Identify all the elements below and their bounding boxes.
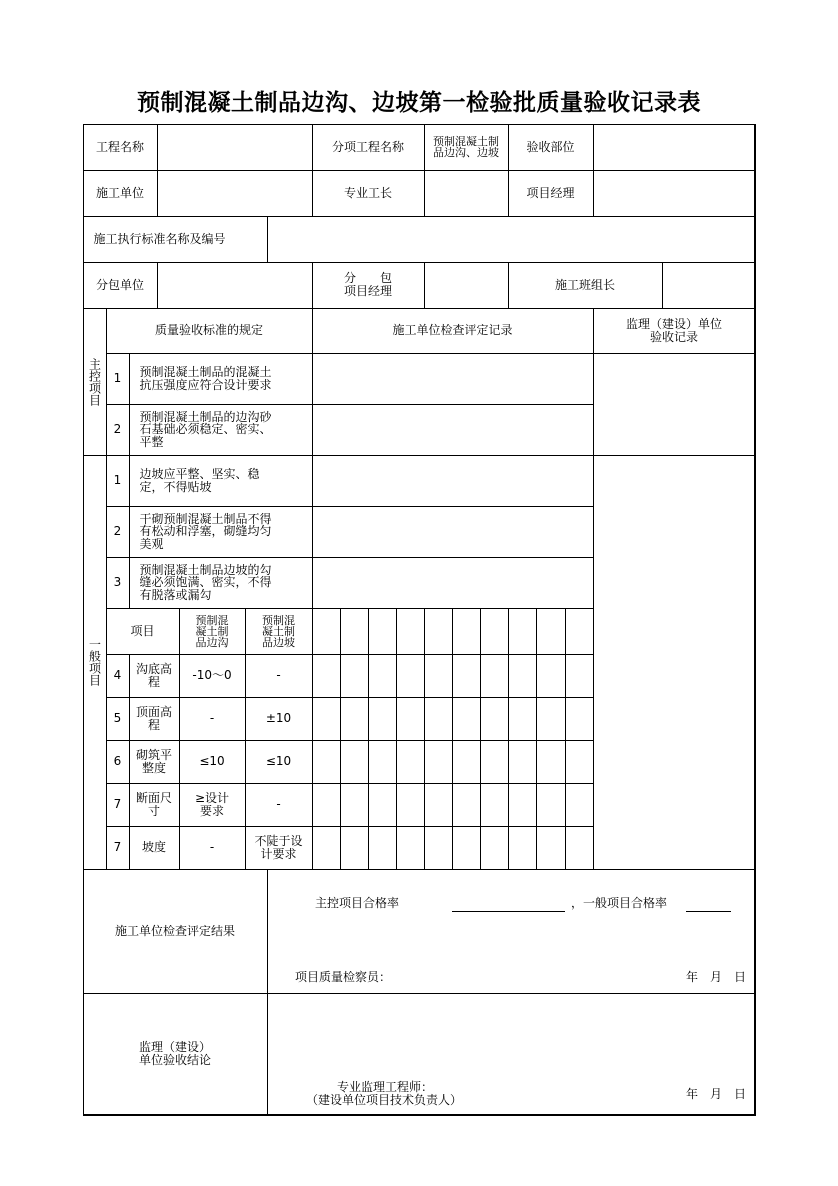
- measure-record-cell[interactable]: [536, 783, 566, 827]
- measure-record-cell[interactable]: [424, 654, 453, 698]
- measure-slope-tolerance: [245, 826, 313, 870]
- measure-record-cell[interactable]: [340, 608, 369, 655]
- measure-no: [106, 654, 130, 698]
- general-item-text: [129, 455, 313, 507]
- measure-record-cell[interactable]: [396, 608, 425, 655]
- measure-record-cell[interactable]: [565, 826, 594, 870]
- measure-slope-tolerance-text: -: [276, 797, 281, 812]
- project-manager-label: [508, 170, 594, 217]
- standard-field[interactable]: [267, 216, 756, 263]
- measure-col2-header: [245, 608, 313, 655]
- main-item-no: [106, 353, 130, 405]
- measure-record-cell[interactable]: [452, 783, 481, 827]
- main-items-label: [83, 308, 107, 456]
- construction-unit-label: [83, 170, 158, 217]
- general-item-no: [106, 455, 130, 507]
- measure-ditch-tolerance: [179, 654, 246, 698]
- measure-col1-header-text: 预制混 凝土制 品边沟: [195, 613, 229, 649]
- main-item-record[interactable]: [312, 353, 594, 405]
- conclusion-label: [83, 993, 268, 1116]
- measure-record-cell[interactable]: [536, 826, 566, 870]
- subitem-name-value: [424, 124, 509, 171]
- measure-slope-tolerance-text: 不陡于设 计要求: [254, 833, 303, 861]
- supervisor-header-text: 监理（建设）单位 验收记录: [625, 316, 722, 344]
- subcontractor-field[interactable]: [157, 262, 313, 309]
- measure-name-text: 坡度: [141, 840, 166, 855]
- measure-ditch-tolerance-text: ≥设计 要求: [194, 790, 230, 818]
- measure-record-cell[interactable]: [368, 654, 397, 698]
- project-manager-field[interactable]: [593, 170, 756, 217]
- general-item-text-text: 干砌预制混凝土制品不得 有松动和浮塞，砌缝均匀 美观: [139, 511, 272, 551]
- measure-record-cell[interactable]: [508, 826, 537, 870]
- general-item-no-text: 1: [113, 473, 122, 488]
- project-name-label: [83, 124, 158, 171]
- measure-record-cell[interactable]: [452, 826, 481, 870]
- measure-record-cell[interactable]: [452, 740, 481, 784]
- measure-record-cell[interactable]: [452, 654, 481, 698]
- measure-record-cell[interactable]: [480, 608, 509, 655]
- measure-record-cell[interactable]: [368, 826, 397, 870]
- measure-name: [129, 654, 180, 698]
- measure-no-text: 5: [113, 711, 122, 726]
- measure-record-cell[interactable]: [312, 697, 341, 741]
- general-item-no: [106, 506, 130, 558]
- measure-record-cell[interactable]: [312, 654, 341, 698]
- measure-record-cell[interactable]: [480, 697, 509, 741]
- general-item-text-text: 边坡应平整、坚实、稳 定，不得贴坡: [139, 466, 260, 494]
- acceptance-part-field[interactable]: [593, 124, 756, 171]
- measure-record-cell[interactable]: [536, 654, 566, 698]
- measure-name: [129, 740, 180, 784]
- main-supervisor-record[interactable]: [593, 353, 756, 456]
- measure-no-text: 7: [113, 840, 122, 855]
- measure-record-cell[interactable]: [480, 826, 509, 870]
- result-date-label: 年 月 日: [685, 970, 746, 984]
- measure-name: [129, 826, 180, 870]
- foreman-field[interactable]: [424, 170, 509, 217]
- measure-record-cell[interactable]: [480, 654, 509, 698]
- result-label: [83, 869, 268, 994]
- measure-record-cell[interactable]: [340, 697, 369, 741]
- measure-ditch-tolerance-text: -10～0: [192, 668, 232, 683]
- measure-record-cell[interactable]: [565, 740, 594, 784]
- measure-record-cell[interactable]: [508, 783, 537, 827]
- main-item-text: [129, 353, 313, 405]
- conclusion-label-text: 监理（建设） 单位验收结论: [138, 1040, 211, 1067]
- measure-record-cell[interactable]: [508, 697, 537, 741]
- standard-header-text: 质量验收标准的规定: [154, 323, 263, 338]
- measure-name: [129, 783, 180, 827]
- measure-record-cell[interactable]: [340, 740, 369, 784]
- measure-ditch-tolerance: [179, 826, 246, 870]
- measure-name-text: 断面尺 寸: [135, 790, 172, 818]
- measure-ditch-tolerance-text: -: [209, 840, 215, 855]
- main-item-no-text: 2: [113, 422, 122, 437]
- main-rate-label: 主控项目合格率: [315, 896, 400, 910]
- measure-record-cell[interactable]: [368, 608, 397, 655]
- supervisor-header: [593, 308, 756, 354]
- measure-record-cell[interactable]: [396, 740, 425, 784]
- measure-record-cell[interactable]: [396, 826, 425, 870]
- measure-item-header: [106, 608, 180, 655]
- main-item-no-text: 1: [113, 371, 122, 386]
- measure-record-cell[interactable]: [396, 654, 425, 698]
- measure-no-text: 7: [113, 797, 122, 812]
- measure-slope-tolerance: [245, 740, 313, 784]
- measure-no-text: 6: [113, 754, 122, 769]
- team-leader-field[interactable]: [662, 262, 756, 309]
- measure-name-text: 沟底高 程: [135, 661, 172, 689]
- measure-record-cell[interactable]: [312, 783, 341, 827]
- measure-no: [106, 740, 130, 784]
- project-name-field[interactable]: [157, 124, 313, 171]
- standard-label: [83, 216, 268, 263]
- measure-slope-tolerance-text: ±10: [265, 711, 292, 726]
- team-leader-label: [508, 262, 663, 309]
- measure-record-cell[interactable]: [480, 783, 509, 827]
- measure-record-cell[interactable]: [396, 783, 425, 827]
- acceptance-part-label: [508, 124, 594, 171]
- measure-slope-tolerance-text: -: [276, 668, 281, 683]
- measure-record-cell[interactable]: [368, 740, 397, 784]
- measure-record-cell[interactable]: [340, 826, 369, 870]
- general-supervisor-record[interactable]: [593, 455, 756, 870]
- measure-record-cell[interactable]: [536, 608, 566, 655]
- measure-record-cell[interactable]: [565, 608, 594, 655]
- sub-manager-field[interactable]: [424, 262, 509, 309]
- general-items-label-text: 一般项目: [87, 638, 102, 686]
- measure-record-cell[interactable]: [368, 697, 397, 741]
- subitem-name-label-text: 分项工程名称: [331, 139, 404, 154]
- measure-record-cell[interactable]: [508, 654, 537, 698]
- measure-record-cell[interactable]: [565, 654, 594, 698]
- team-leader-label-text: 施工班组长: [554, 277, 615, 292]
- measure-no-text: 4: [113, 668, 122, 683]
- measure-record-cell[interactable]: [452, 608, 481, 655]
- measure-col1-header: [179, 608, 246, 655]
- record-header-text: 施工单位检查评定记录: [392, 323, 513, 338]
- sub-manager-label: [312, 262, 425, 309]
- project-name-label-text: 工程名称: [95, 139, 144, 154]
- general-rate-label: ，一般项目合格率: [571, 896, 668, 910]
- measure-record-cell[interactable]: [368, 783, 397, 827]
- measure-record-cell[interactable]: [424, 697, 453, 741]
- foreman-label: [312, 170, 425, 217]
- measure-record-cell[interactable]: [508, 608, 537, 655]
- measure-record-cell[interactable]: [424, 783, 453, 827]
- measure-record-cell[interactable]: [452, 697, 481, 741]
- general-items-label: [83, 455, 107, 870]
- measure-name-text: 砌筑平 整度: [135, 747, 172, 775]
- main-item-text-text: 预制混凝土制品的边沟砂 石基础必须稳定、密实、 平整: [139, 409, 272, 449]
- measure-ditch-tolerance: [179, 783, 246, 827]
- measure-ditch-tolerance-text: ≤10: [199, 754, 225, 769]
- main-rate-field[interactable]: [452, 911, 565, 912]
- measure-record-cell[interactable]: [536, 740, 566, 784]
- general-item-record[interactable]: [312, 557, 594, 609]
- measure-record-cell[interactable]: [424, 740, 453, 784]
- project-manager-label-text: 项目经理: [526, 185, 575, 200]
- general-item-no: [106, 557, 130, 609]
- measure-record-cell[interactable]: [565, 697, 594, 741]
- main-item-text: [129, 404, 313, 456]
- main-item-text-text: 预制混凝土制品的混凝土 抗压强度应符合设计要求: [139, 364, 272, 392]
- measure-record-cell[interactable]: [424, 608, 453, 655]
- engineer-label: 专业监理工程师：: [337, 1080, 434, 1094]
- measure-slope-tolerance-text: ≤10: [265, 754, 292, 769]
- measure-ditch-tolerance: [179, 740, 246, 784]
- measure-no: [106, 783, 130, 827]
- measure-record-cell[interactable]: [340, 654, 369, 698]
- standard-header: [106, 308, 313, 354]
- main-items-label-text: 主控项目: [87, 357, 102, 406]
- subitem-name-value-text: 预制混凝土制 品边沟、边坡: [433, 135, 499, 159]
- general-item-text: [129, 506, 313, 558]
- measure-slope-tolerance: [245, 697, 313, 741]
- general-item-no-text: 3: [113, 575, 122, 590]
- measure-name-text: 顶面高 程: [135, 704, 172, 732]
- general-item-record[interactable]: [312, 506, 594, 558]
- acceptance-part-label-text: 验收部位: [526, 139, 575, 154]
- measure-no: [106, 697, 130, 741]
- result-label-text: 施工单位检查评定结果: [114, 923, 235, 938]
- measure-record-cell[interactable]: [312, 826, 341, 870]
- measure-item-header-text: 项目: [130, 623, 155, 638]
- measure-record-cell[interactable]: [508, 740, 537, 784]
- foreman-label-text: 专业工长: [343, 185, 392, 200]
- construction-unit-field[interactable]: [157, 170, 313, 217]
- measure-col2-header-text: 预制混 凝土制 品边坡: [262, 613, 295, 649]
- measure-record-cell[interactable]: [312, 740, 341, 784]
- conclusion-date-label: 年 月 日: [685, 1087, 746, 1101]
- inspector-label: 项目质量检察员：: [295, 970, 392, 984]
- measure-slope-tolerance: [245, 783, 313, 827]
- general-item-text-text: 预制混凝土制品边坡的勾 缝必须饱满、密实，不得 有脱落或漏勾: [139, 562, 272, 602]
- measure-name: [129, 697, 180, 741]
- measure-record-cell[interactable]: [312, 608, 341, 655]
- subitem-name-label: [312, 124, 425, 171]
- measure-record-cell[interactable]: [396, 697, 425, 741]
- measure-slope-tolerance: [245, 654, 313, 698]
- measure-ditch-tolerance: [179, 697, 246, 741]
- measure-record-cell[interactable]: [536, 697, 566, 741]
- general-rate-field[interactable]: [686, 911, 731, 912]
- measure-record-cell[interactable]: [480, 740, 509, 784]
- main-item-no: [106, 404, 130, 456]
- form-title: 预制混凝土制品边沟、边坡第一检验批质量验收记录表: [137, 90, 701, 116]
- main-item-record[interactable]: [312, 404, 594, 456]
- record-header: [312, 308, 594, 354]
- measure-record-cell[interactable]: [340, 783, 369, 827]
- owner-label: （建设单位项目技术负责人）: [306, 1093, 463, 1107]
- measure-ditch-tolerance-text: -: [209, 711, 215, 726]
- general-item-record[interactable]: [312, 455, 594, 507]
- sub-manager-label-text: 分 包 项目经理: [343, 271, 392, 298]
- general-item-no-text: 2: [113, 524, 122, 539]
- subcontractor-label-text: 分包单位: [95, 277, 144, 292]
- subcontractor-label: [83, 262, 158, 309]
- measure-record-cell[interactable]: [424, 826, 453, 870]
- measure-no: [106, 826, 130, 870]
- measure-record-cell[interactable]: [565, 783, 594, 827]
- general-item-text: [129, 557, 313, 609]
- construction-unit-label-text: 施工单位: [95, 185, 144, 200]
- standard-label-text: 施工执行标准名称及编号: [93, 231, 226, 246]
